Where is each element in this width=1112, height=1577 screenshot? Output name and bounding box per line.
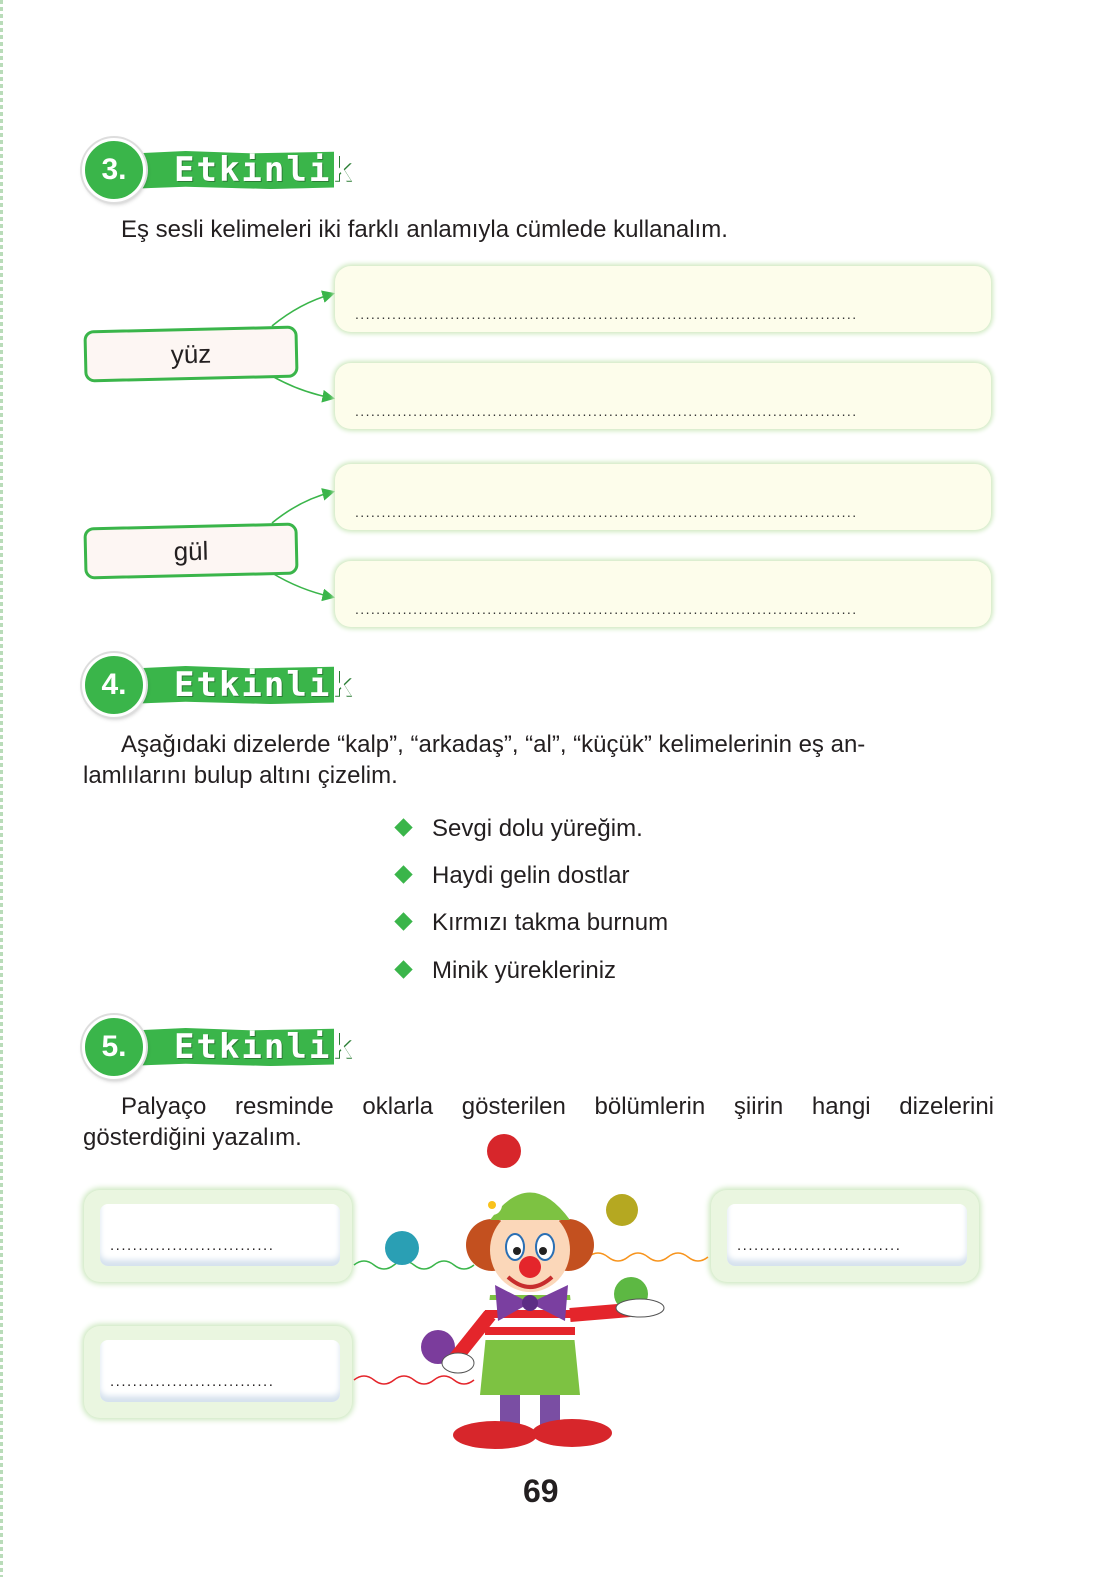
answer-line: ............................. <box>110 1237 275 1254</box>
answer-box[interactable] <box>335 561 991 627</box>
answer-line: ............................................................................................... <box>355 306 858 322</box>
answer-line: ............................................................................................... <box>355 403 858 419</box>
activity-3-instruction: Eş sesli kelimeleri iki farklı anlamıyla cümlede kullanalım. <box>121 216 728 243</box>
page-number: 69 <box>523 1473 559 1509</box>
activity-5-badge <box>82 1015 354 1079</box>
answer-line: ............................. <box>737 1237 902 1254</box>
clown-answer-box[interactable] <box>711 1190 979 1282</box>
activity-5-instruction-line2: gösterdiğini yazalım. <box>83 1124 302 1151</box>
word-box-gul: gül <box>83 523 298 580</box>
activity-5-instruction-line1: Palyaço resminde oklarla gösterilen bölümlerin şiirin hangi dizelerini <box>121 1093 994 1120</box>
answer-line: ............................................................................................... <box>355 601 858 617</box>
answer-line: ............................................................................................... <box>355 504 858 520</box>
clown-illustration <box>340 1125 720 1455</box>
badge-number: 3. <box>82 138 146 202</box>
answer-box[interactable] <box>335 464 991 530</box>
clown-answer-box[interactable] <box>84 1190 352 1282</box>
activity-4-instruction-line2: lamlılarını bulup altını çizelim. <box>83 762 398 789</box>
verse-text: Minik yürekleriniz <box>432 957 617 984</box>
diamond-bullet-icon <box>394 960 412 978</box>
clown-answer-box[interactable] <box>84 1326 352 1418</box>
badge-title: Etkinlik <box>174 150 354 190</box>
diamond-bullet-icon <box>394 865 412 883</box>
badge-title: Etkinlik <box>174 665 354 705</box>
badge-number: 5. <box>82 1015 146 1079</box>
badge-number: 4. <box>82 653 146 717</box>
badge-title: Etkinlik <box>174 1027 354 1067</box>
answer-box[interactable] <box>335 363 991 429</box>
word-box-yuz: yüz <box>83 326 298 383</box>
answer-box[interactable] <box>335 266 991 332</box>
verse-text: Sevgi dolu yüreğim. <box>432 815 643 842</box>
activity-4-instruction-line1: Aşağıdaki dizelerde “kalp”, “arkadaş”, “al”, “küçük” kelimelerinin eş an- <box>121 731 866 758</box>
diamond-bullet-icon <box>394 818 412 836</box>
diamond-bullet-icon <box>394 912 412 930</box>
verse-text: Haydi gelin dostlar <box>432 862 630 889</box>
activity-4-badge <box>82 653 354 717</box>
answer-line: ............................. <box>110 1373 275 1390</box>
verse-text: Kırmızı takma burnum <box>432 909 669 936</box>
